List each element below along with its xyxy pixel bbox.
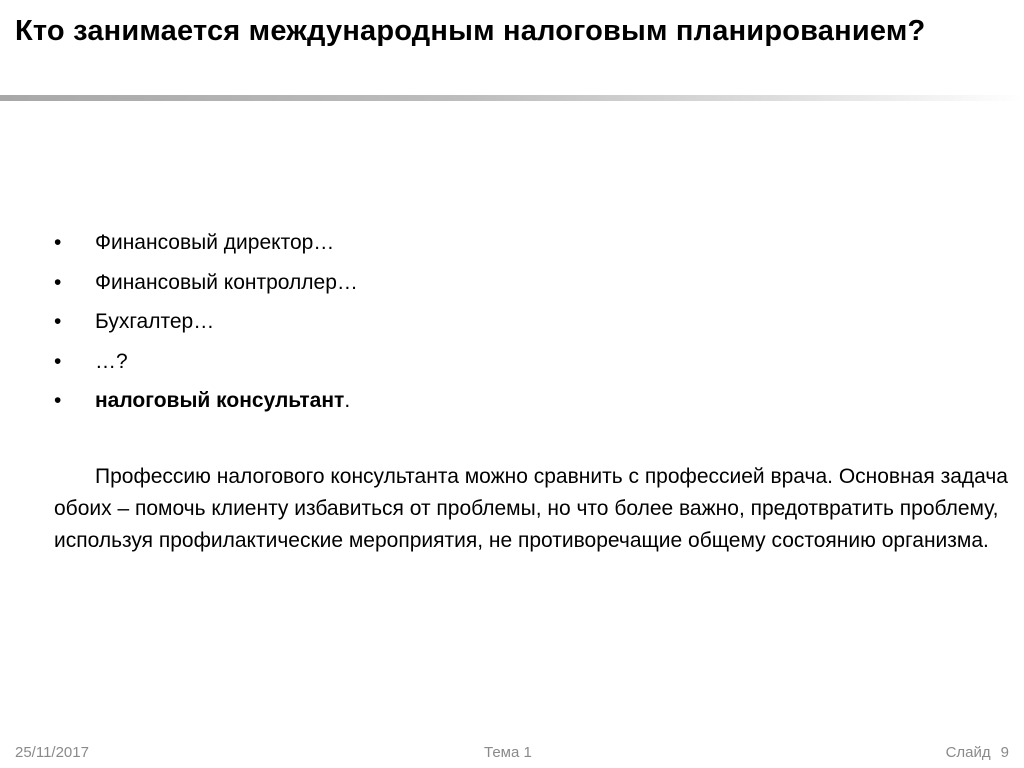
title-divider [0,95,1024,101]
list-item [54,307,358,347]
bullet-text: …? [95,349,128,373]
bullet-icon: • [54,349,62,373]
bullet-icon: • [54,270,62,294]
footer-date: 25/11/2017 [15,744,89,761]
slide-number: 9 [1000,744,1009,761]
bullet-list [54,228,358,426]
list-item [54,386,358,426]
list-item [54,268,358,308]
bullet-text: Финансовый контроллер… [95,270,358,294]
bullet-icon: • [54,310,62,333]
bullet-text: Бухгалтер… [95,310,215,333]
slide-label: Слайд [945,744,991,761]
body-paragraph: Профессию налогового консультанта можно сравнить с профессией врача. Основная задача обоих – помочь клиенту избавиться от проблемы, но что более важно, предотвратить проблему, используя профилактические мероприятия, не противоречащие общему состоянию организма. [54,465,1008,552]
footer-topic: Тема 1 [484,744,532,761]
bullet-icon: • [54,231,62,254]
list-item [54,347,358,387]
list-item [54,228,358,268]
footer-slide-number [946,744,1009,761]
bullet-text: Финансовый директор… [95,231,335,254]
bullet-text-suffix: . [344,389,351,412]
slide-title: Кто занимается международным налоговым планированием? [15,15,926,47]
bullet-icon: • [54,389,62,412]
bullet-text-bold: налоговый консультант [95,389,345,412]
